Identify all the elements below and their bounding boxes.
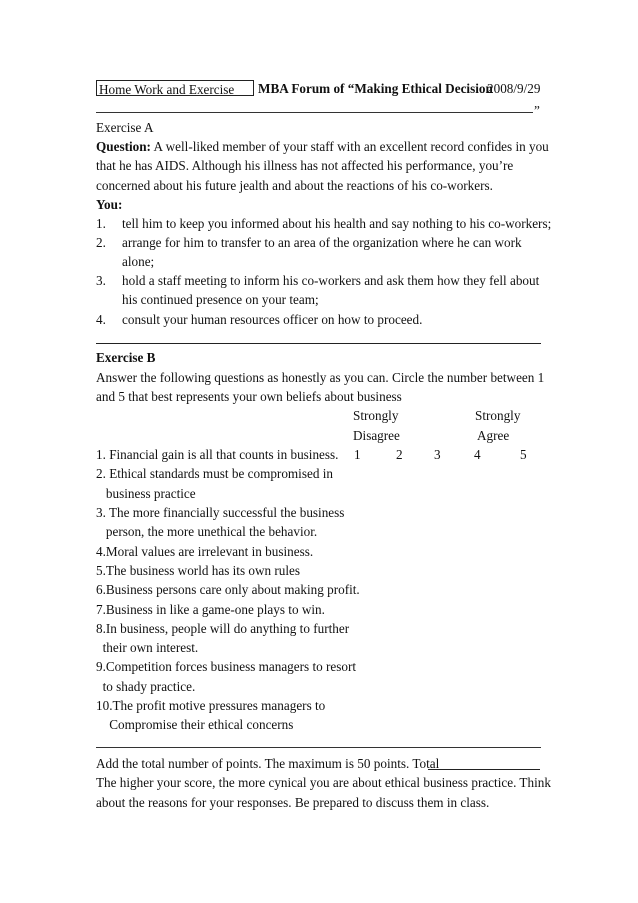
- statement: 3. The more financially successful the business: [96, 505, 345, 520]
- scale-number: 5: [520, 447, 527, 462]
- option-text: tell him to keep you informed about his health and say nothing to his co-workers;: [122, 216, 552, 231]
- header-rule: [96, 112, 533, 113]
- statement-continued: Compromise their ethical concerns: [96, 717, 294, 732]
- scale-disagree-top: Strongly: [353, 408, 399, 423]
- statement: 5.The business world has its own rules: [96, 563, 301, 578]
- option-text: hold a staff meeting to inform his co-workers and ask them how they fell about: [122, 273, 540, 288]
- question-text: concerned about his future jealth and about the reactions of his co-workers.: [96, 178, 493, 193]
- you-label: You:: [96, 197, 123, 212]
- statement: 1. Financial gain is all that counts in business.: [96, 447, 339, 462]
- intro-text: and 5 that best represents your own beliefs about business: [96, 389, 402, 404]
- scale-agree-top: Strongly: [475, 408, 521, 423]
- header-date: 2008/9/29: [487, 81, 541, 96]
- closing-text: about the reasons for your responses. Be prepared to discuss them in class.: [96, 795, 490, 810]
- statement: 2. Ethical standards must be compromised in: [96, 466, 333, 481]
- closing-text: The higher your score, the more cynical you are about ethical business practice. Think: [96, 775, 551, 790]
- scale-number: 1: [354, 447, 361, 462]
- total-instruction: Add the total number of points. The maximum is 50 points. Total: [96, 756, 440, 771]
- scale-disagree-bottom: Disagree: [353, 428, 400, 443]
- scale-number: 4: [474, 447, 481, 462]
- scale-number: 3: [434, 447, 441, 462]
- scale-agree-bottom: Agree: [477, 428, 510, 443]
- option-number: 1.: [96, 216, 106, 231]
- option-text: his continued presence on your team;: [122, 292, 319, 307]
- option-text: alone;: [122, 254, 155, 269]
- statement: 10.The profit motive pressures managers to: [96, 698, 326, 713]
- option-text: arrange for him to transfer to an area of the organization where he can work: [122, 235, 522, 250]
- header-label: Home Work and Exercise: [99, 82, 235, 97]
- header-label-box: [96, 80, 254, 96]
- exercise-a-heading: Exercise A: [96, 120, 154, 135]
- question-label: Question:: [96, 139, 151, 154]
- forum-title: MBA Forum of “Making Ethical Decision: [258, 81, 493, 96]
- option-number: 4.: [96, 312, 106, 327]
- intro-text: Answer the following questions as honestly as you can. Circle the number between 1: [96, 370, 545, 385]
- exercise-b-heading: Exercise B: [96, 350, 156, 365]
- option-text: consult your human resources officer on how to proceed.: [122, 312, 423, 327]
- statement-continued: their own interest.: [96, 640, 199, 655]
- option-number: 3.: [96, 273, 106, 288]
- question-text: that he has AIDS. Although his illness has not affected his performance, you’re: [96, 158, 514, 173]
- statement-continued: to shady practice.: [96, 679, 196, 694]
- question-line: [96, 140, 549, 153]
- statement: 4.Moral values are irrelevant in business.: [96, 544, 314, 559]
- option-number: 2.: [96, 235, 106, 250]
- section-divider: [96, 343, 541, 344]
- section-divider: [96, 747, 541, 748]
- statement: 9.Competition forces business managers to resort: [96, 659, 357, 674]
- statement: 8.In business, people will do anything to further: [96, 621, 350, 636]
- statement: 7.Business in like a game-one plays to win.: [96, 602, 325, 617]
- question-text: A well-liked member of your staff with an excellent record confides in you: [150, 139, 549, 154]
- total-answer-blank[interactable]: [428, 769, 540, 770]
- statement-continued: person, the more unethical the behavior.: [96, 524, 318, 539]
- statement: 6.Business persons care only about making profit.: [96, 582, 360, 597]
- statement-continued: business practice: [96, 486, 196, 501]
- scale-number: 2: [396, 447, 403, 462]
- header-closing-quote: ”: [534, 103, 540, 118]
